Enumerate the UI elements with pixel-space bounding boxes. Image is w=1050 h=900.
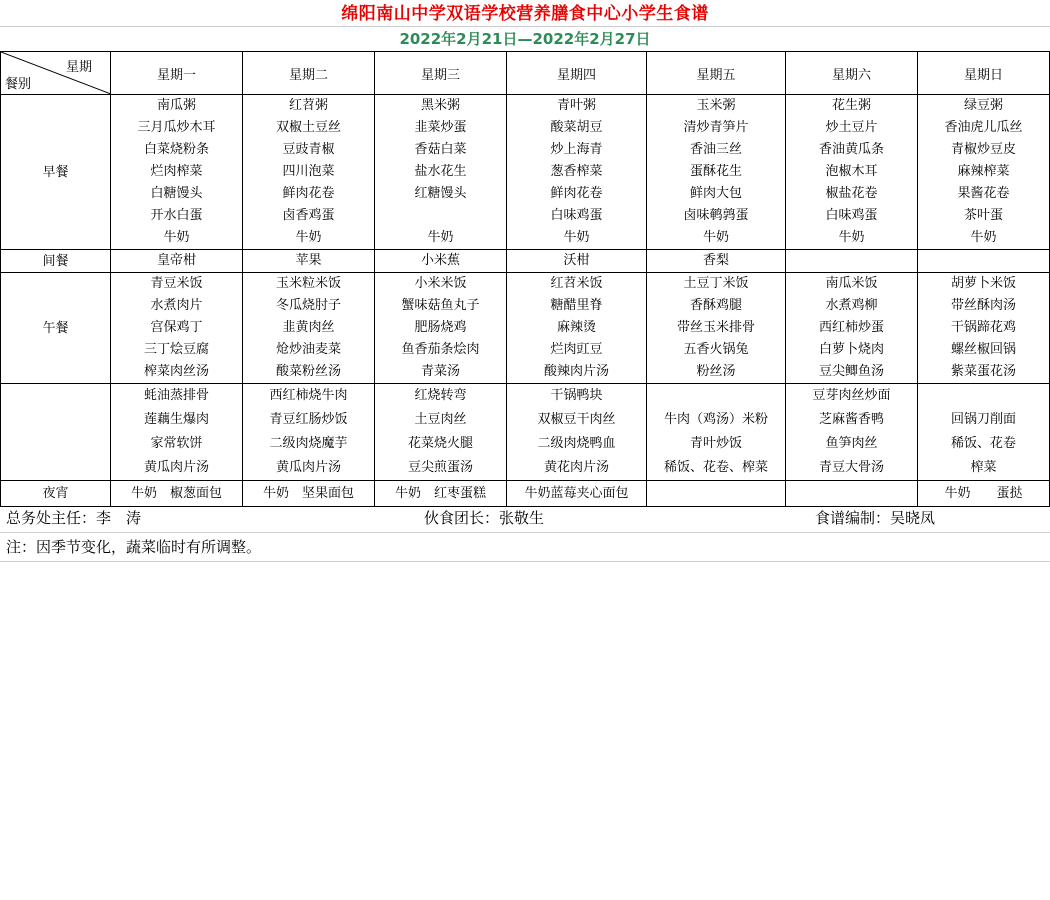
menu-cell: 稀饭、花卷 [918,432,1050,456]
menu-cell: 榨菜肉丝汤 [111,361,243,384]
menu-cell: 玉米粒米饭 [243,273,375,296]
menu-cell: 稀饭、花卷、榨菜 [647,456,786,481]
menu-cell: 二级肉烧鸭血 [507,432,647,456]
menu-cell: 香菇白菜 [375,139,507,161]
menu-cell: 白味鸡蛋 [507,205,647,227]
menu-cell: 炒土豆片 [786,117,918,139]
menu-cell: 泡椒木耳 [786,161,918,183]
day-header: 星期六 [786,52,918,95]
menu-cell: 烂肉豇豆 [507,339,647,361]
leader-label: 伙食团长：张敬生 [424,509,545,527]
menu-cell: 烂肉榨菜 [111,161,243,183]
snack-row [1,250,1050,273]
breakfast-row [1,227,1050,250]
menu-cell: 鲜肉花卷 [243,183,375,205]
menu-cell: 青叶炒饭 [647,432,786,456]
menu-cell: 苹果 [243,250,375,273]
menu-cell: 宫保鸡丁 [111,317,243,339]
day-header: 星期四 [507,52,647,95]
menu-cell: 五香火锅兔 [647,339,786,361]
menu-cell: 豆豉青椒 [243,139,375,161]
menu-cell: 青豆大骨汤 [786,456,918,481]
menu-cell: 卤味鹌鹑蛋 [647,205,786,227]
night-label: 夜宵 [1,481,111,507]
menu-cell: 鲜肉花卷 [507,183,647,205]
day-header: 星期日 [918,52,1050,95]
menu-cell: 胡萝卜米饭 [918,273,1050,296]
menu-cell: 黑米粥 [375,95,507,118]
day-header: 星期五 [647,52,786,95]
menu-cell: 红苕粥 [243,95,375,118]
menu-cell: 榨菜 [918,456,1050,481]
title-divider [0,26,1050,27]
menu-cell: 红苕米饭 [507,273,647,296]
menu-cell: 皇帝柑 [111,250,243,273]
menu-cell: 牛奶 坚果面包 [243,481,375,507]
editor-label: 食谱编制：吴晓凤 [815,509,936,527]
menu-cell: 椒盐花卷 [786,183,918,205]
menu-cell: 清炒青笋片 [647,117,786,139]
menu-cell: 花菜烧火腿 [375,432,507,456]
menu-cell: 肥肠烧鸡 [375,317,507,339]
menu-cell: 紫菜蛋花汤 [918,361,1050,384]
menu-cell: 牛奶 椒葱面包 [111,481,243,507]
menu-cell: 青豆米饭 [111,273,243,296]
menu-cell: 红糖馒头 [375,183,507,205]
menu-cell: 青豆红肠炒饭 [243,408,375,432]
breakfast-row [1,95,1050,118]
menu-cell: 香油黄瓜条 [786,139,918,161]
note-text: 注：因季节变化，蔬菜临时有所调整。 [6,538,262,556]
lunch-row [1,273,1050,296]
menu-cell: 三月瓜炒木耳 [111,117,243,139]
menu-cell: 盐水花生 [375,161,507,183]
lunch-row [1,295,1050,317]
menu-cell: 回锅刀削面 [918,408,1050,432]
menu-cell: 炝炒油麦菜 [243,339,375,361]
menu-cell: 牛奶 红枣蛋糕 [375,481,507,507]
menu-cell: 开水白蛋 [111,205,243,227]
menu-cell: 蟹味菇鱼丸子 [375,295,507,317]
menu-cell: 葱香榨菜 [507,161,647,183]
page-title: 绵阳南山中学双语学校营养膳食中心小学生食谱 [341,4,709,24]
menu-cell: 果酱花卷 [918,183,1050,205]
menu-cell: 麻辣榨菜 [918,161,1050,183]
breakfast-row [1,161,1050,183]
menu-cell: 茶叶蛋 [918,205,1050,227]
corner-cell [1,52,111,95]
menu-cell: 南瓜米饭 [786,273,918,296]
menu-cell: 牛奶 [375,227,507,250]
menu-cell: 小米蕉 [375,250,507,273]
menu-cell: 酸菜胡豆 [507,117,647,139]
menu-cell: 四川泡菜 [243,161,375,183]
menu-cell: 牛奶 蛋挞 [918,481,1050,507]
menu-cell: 干锅鸭块 [507,384,647,409]
menu-cell: 二级肉烧魔芋 [243,432,375,456]
menu-cell: 糖醋里脊 [507,295,647,317]
menu-cell: 卤香鸡蛋 [243,205,375,227]
menu-cell: 酸菜粉丝汤 [243,361,375,384]
menu-cell: 牛奶 [507,227,647,250]
date-range: 2022年2月21日—2022年2月27日 [399,30,651,48]
menu-cell: 牛奶蓝莓夹心面包 [507,481,647,507]
menu-cell: 牛奶 [647,227,786,250]
menu-cell: 西红柿烧牛肉 [243,384,375,409]
lunch-row [1,339,1050,361]
menu-cell: 黄花肉片汤 [507,456,647,481]
menu-cell: 青椒炒豆皮 [918,139,1050,161]
menu-cell [918,250,1050,273]
night-row [1,481,1050,507]
menu-cell: 土豆丁米饭 [647,273,786,296]
menu-cell: 白味鸡蛋 [786,205,918,227]
dinner-row [1,384,1050,409]
menu-cell: 牛肉（鸡汤）米粉 [647,408,786,432]
menu-cell: 香酥鸡腿 [647,295,786,317]
menu-cell: 青菜汤 [375,361,507,384]
menu-cell: 冬瓜烧肘子 [243,295,375,317]
menu-cell: 莲藕生爆肉 [111,408,243,432]
menu-cell: 水煮肉片 [111,295,243,317]
corner-weekday-label: 星期 [65,60,92,75]
breakfast-row [1,139,1050,161]
header-row [1,52,1050,95]
menu-cell [647,481,786,507]
breakfast-row [1,117,1050,139]
menu-cell: 水煮鸡柳 [786,295,918,317]
menu-table [0,51,1050,507]
dinner-row [1,432,1050,456]
menu-cell: 绿豆粥 [918,95,1050,118]
menu-cell: 韭菜炒蛋 [375,117,507,139]
dinner-label [1,384,111,481]
menu-cell: 牛奶 [243,227,375,250]
menu-cell: 玉米粥 [647,95,786,118]
menu-cell: 炒上海青 [507,139,647,161]
menu-cell: 黄瓜肉片汤 [111,456,243,481]
menu-cell: 鲜肉大包 [647,183,786,205]
director-label: 总务处主任：李 涛 [6,509,142,527]
lunch-row [1,361,1050,384]
menu-cell: 带丝玉米排骨 [647,317,786,339]
breakfast-row [1,183,1050,205]
menu-cell: 粉丝汤 [647,361,786,384]
menu-cell: 麻辣烫 [507,317,647,339]
menu-cell: 蚝油蒸排骨 [111,384,243,409]
menu-cell: 白萝卜烧肉 [786,339,918,361]
snack-label: 间餐 [1,250,111,273]
menu-cell: 花生粥 [786,95,918,118]
footer-bottom-divider [0,561,1050,562]
menu-cell: 小米米饭 [375,273,507,296]
menu-cell: 芝麻酱香鸭 [786,408,918,432]
menu-cell: 干锅蹄花鸡 [918,317,1050,339]
menu-cell: 白糖馒头 [111,183,243,205]
day-header: 星期二 [243,52,375,95]
menu-cell: 螺丝椒回锅 [918,339,1050,361]
footer-divider [0,532,1050,533]
menu-cell: 青叶粥 [507,95,647,118]
menu-cell: 蛋酥花生 [647,161,786,183]
menu-cell: 西红柿炒蛋 [786,317,918,339]
menu-cell [786,481,918,507]
menu-cell: 酸辣肉片汤 [507,361,647,384]
menu-cell: 香油三丝 [647,139,786,161]
lunch-label: 午餐 [1,273,111,384]
menu-cell: 豆芽肉丝炒面 [786,384,918,409]
menu-cell: 三丁烩豆腐 [111,339,243,361]
menu-cell: 鱼笋肉丝 [786,432,918,456]
menu-cell [647,384,786,409]
note-line [0,534,1050,560]
menu-cell: 香梨 [647,250,786,273]
corner-meal-label: 餐别 [5,77,32,92]
menu-cell: 牛奶 [111,227,243,250]
breakfast-row [1,205,1050,227]
menu-cell: 牛奶 [918,227,1050,250]
menu-cell: 土豆肉丝 [375,408,507,432]
menu-cell: 鱼香茄条烩肉 [375,339,507,361]
menu-cell: 牛奶 [786,227,918,250]
lunch-row [1,317,1050,339]
menu-cell: 韭黄肉丝 [243,317,375,339]
menu-cell: 香油虎儿瓜丝 [918,117,1050,139]
menu-cell [786,250,918,273]
menu-cell: 沃柑 [507,250,647,273]
menu-cell: 双椒豆干肉丝 [507,408,647,432]
dinner-row [1,408,1050,432]
menu-cell: 豆尖鲫鱼汤 [786,361,918,384]
day-header: 星期一 [111,52,243,95]
menu-cell: 黄瓜肉片汤 [243,456,375,481]
menu-cell: 红烧转弯 [375,384,507,409]
signature-line [0,506,1050,530]
menu-cell: 白菜烧粉条 [111,139,243,161]
day-header: 星期三 [375,52,507,95]
menu-cell: 双椒土豆丝 [243,117,375,139]
menu-cell: 豆尖煎蛋汤 [375,456,507,481]
menu-cell: 家常软饼 [111,432,243,456]
menu-cell: 带丝酥肉汤 [918,295,1050,317]
menu-cell [918,384,1050,409]
menu-cell: 南瓜粥 [111,95,243,118]
menu-cell [375,205,507,227]
dinner-row [1,456,1050,481]
breakfast-label: 早餐 [1,95,111,250]
